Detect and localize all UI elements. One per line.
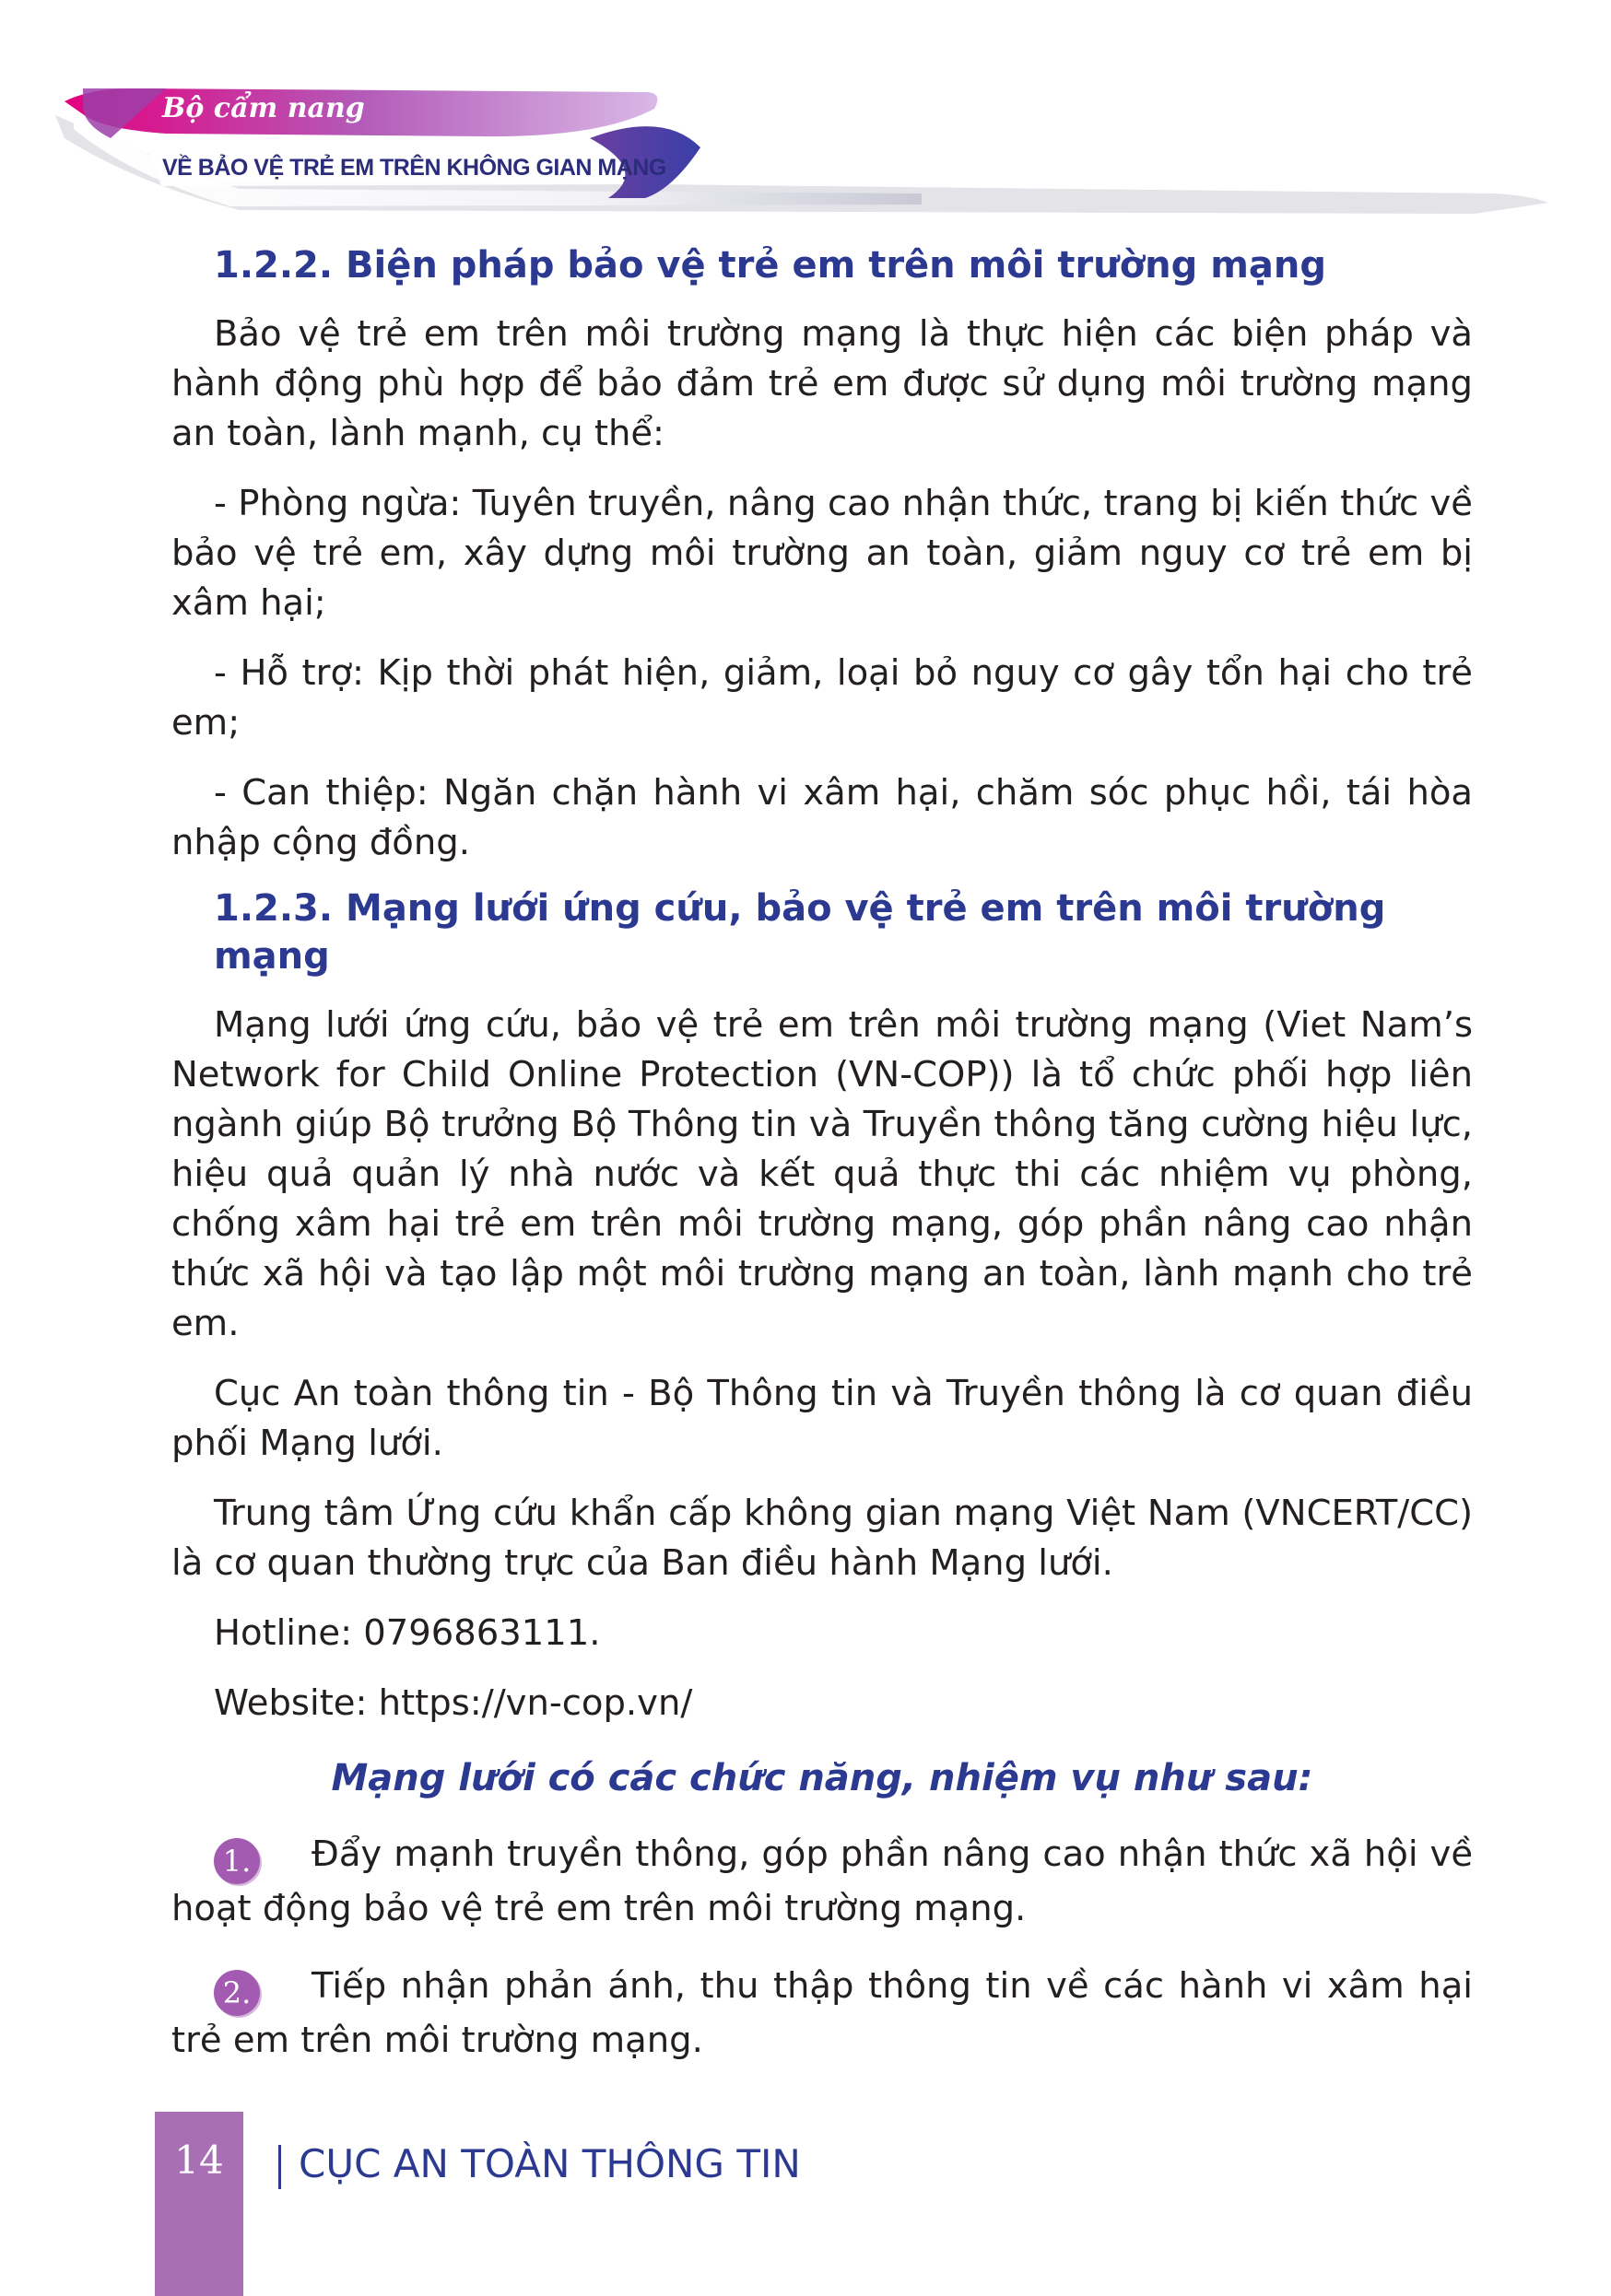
section-heading-123: 1.2.3. Mạng lưới ứng cứu, bảo vệ trẻ em trên môi trường mạng (214, 887, 1386, 978)
functions-heading: Mạng lưới có các chức năng, nhiệm vụ như sau: (331, 1757, 1313, 1799)
header-title: Bộ cẩm nang (162, 92, 365, 124)
function-item-2 (171, 1962, 1473, 2066)
paragraph-network: Mạng lưới ứng cứu, bảo vệ trẻ em trên môi trường mạng (Viet Nam’s Network for Child Online Protection (VN-COP)) là tổ chức phối hợp liên ngành giúp Bộ trưởng Bộ Thông tin và Truyền thông tăng cường hiệu lực, hiệu quả quản lý nhà nước và kết quả thực thi các nhiệm vụ phòng, chống xâm hại trẻ em trên môi trường mạng, góp phần nâng cao nhận thức xã hội và tạo lập một môi trường mạng an toàn, lành mạnh cho trẻ em. (171, 1004, 1473, 1344)
page-number: 14 (174, 2138, 224, 2183)
header-banner (0, 0, 1611, 240)
header-subtitle: VỀ BẢO VỆ TRẺ EM TRÊN KHÔNG GIAN MẠNG (162, 155, 666, 181)
paragraph-prevent: - Phòng ngừa: Tuyên truyền, nâng cao nhận thức, trang bị kiến thức về bảo vệ trẻ em, xây dựng môi trường an toàn, giảm nguy cơ trẻ em bị xâm hại; (171, 483, 1473, 624)
paragraph-support: - Hỗ trợ: Kịp thời phát hiện, giảm, loại bỏ nguy cơ gây tổn hại cho trẻ em; (171, 652, 1473, 744)
website-text: Website: https://vn-cop.vn/ (214, 1682, 693, 1724)
section-heading-122: 1.2.2. Biện pháp bảo vệ trẻ em trên môi trường mạng (214, 244, 1326, 287)
footer-org-name: CỤC AN TOÀN THÔNG TIN (299, 2141, 801, 2186)
function-item-2-text: Tiếp nhận phản ánh, thu thập thông tin về các hành vi xâm hại trẻ em trên môi trường mạng. (171, 1965, 1473, 2061)
number-badge-1: 1. (214, 1838, 260, 1884)
hotline-text: Hotline: 0796863111. (214, 1612, 601, 1654)
number-badge-2: 2. (214, 1970, 260, 2016)
function-item-1 (171, 1830, 1473, 1934)
paragraph-intro: Bảo vệ trẻ em trên môi trường mạng là thực hiện các biện pháp và hành động phù hợp để bảo đảm trẻ em được sử dụng môi trường mạng an toàn, lành mạnh, cụ thể: (171, 313, 1473, 454)
paragraph-standing-body: Trung tâm Ứng cứu khẩn cấp không gian mạng Việt Nam (VNCERT/CC) là cơ quan thường trực của Ban điều hành Mạng lưới. (171, 1493, 1473, 1584)
function-item-1-text: Đẩy mạnh truyền thông, góp phần nâng cao nhận thức xã hội về hoạt động bảo vệ trẻ em trên môi trường mạng. (171, 1833, 1473, 1929)
paragraph-coordinator: Cục An toàn thông tin - Bộ Thông tin và Truyền thông là cơ quan điều phối Mạng lưới. (171, 1373, 1473, 1464)
paragraph-intervene: - Can thiệp: Ngăn chặn hành vi xâm hại, chăm sóc phục hồi, tái hòa nhập cộng đồng. (171, 772, 1473, 863)
page-content (171, 241, 1473, 2066)
footer-divider (278, 2145, 281, 2189)
